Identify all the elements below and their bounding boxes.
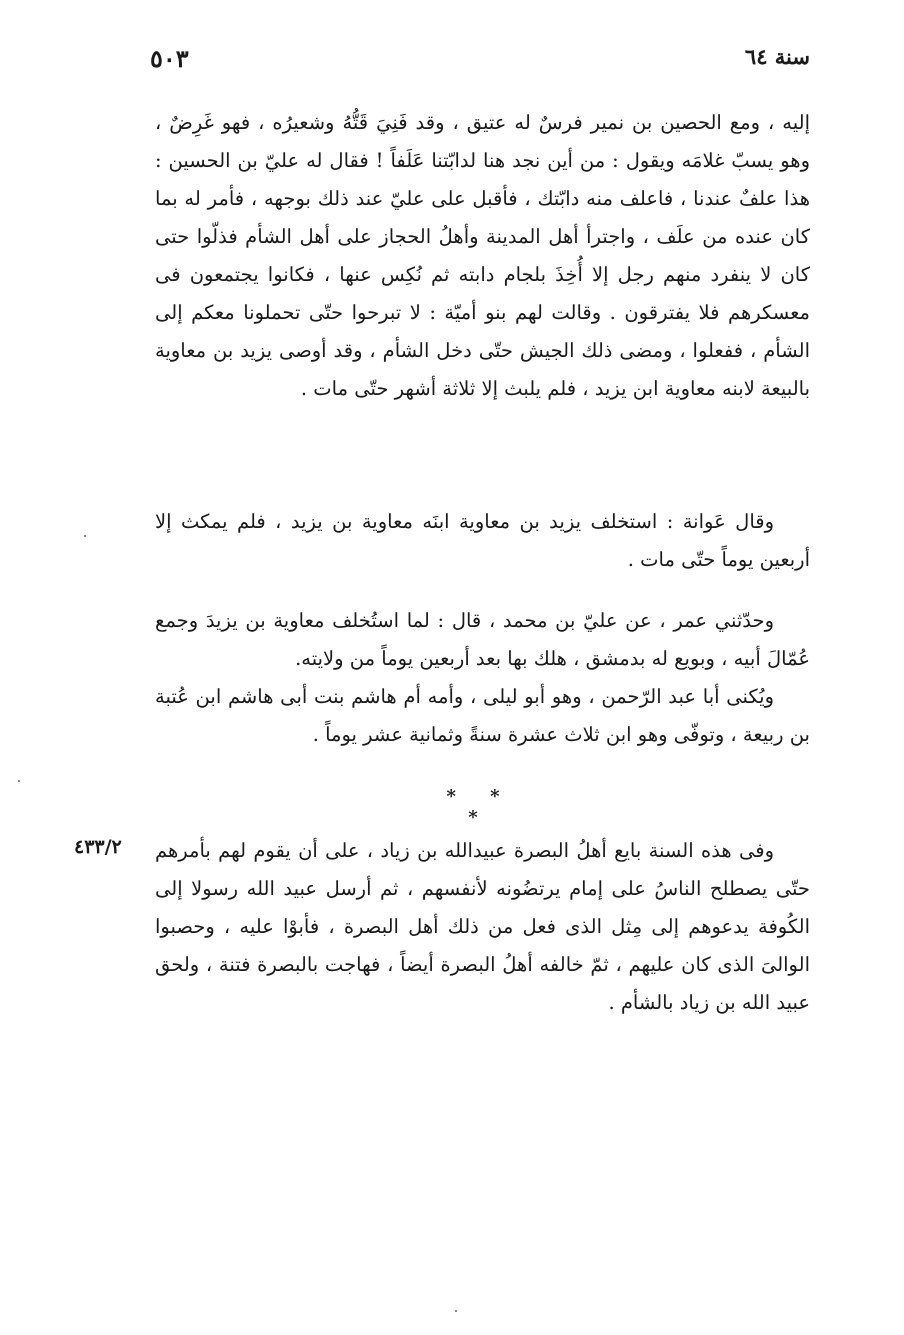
running-head-year: سنة ٦٤ — [744, 44, 810, 69]
paragraph-1 — [155, 104, 810, 408]
scan-speck — [18, 780, 20, 782]
paragraph-3 — [155, 602, 810, 754]
page-number: ٥٠٣ — [150, 44, 189, 73]
paragraph-text: وفى هذه السنة بايع أهلُ البصرة عبيدالله بن زياد ، على أن يقوم لهم بأمرهم حتّى يصطلح الناسُ على إمام يرتضُونه لأنفسهم ، ثم أرسل عبيد الله رسولا إلى الكُوفة يدعوهم إلى مِثل الذى فعل من ذلك أهل البصرة ، فأبوْا عليه ، وحصبوا الوالىَ الذى كان عليهم ، ثمّ خالفه أهلُ البصرة أيضاً ، فهاجت بالبصرة فتنة ، ولحق عبيد الله بن زياد بالشأم . — [155, 839, 810, 1014]
paragraph-2 — [155, 503, 810, 579]
paragraph-4 — [155, 832, 810, 1022]
section-separator: * * * — [446, 786, 514, 828]
paragraph-text: وحدّثني عمر ، عن عليّ بن محمد ، قال : لما استُخلف معاوية بن يزيدَ وجمع عُمّالَ أبيه ، وبويع له بدمشق ، هلك بها بعد أربعين يوماً من ولايته. — [155, 609, 810, 670]
margin-reference: ٤٣٣/٢ — [74, 836, 122, 858]
scan-speck — [455, 1310, 457, 1312]
scan-speck — [84, 535, 86, 537]
paragraph-text: إليه ، ومع الحصين بن نمير فرسٌ له عتيق ، وقد فَنِيَ قَتُّهُ وشعيرُه ، فهو غَرِضٌ ، وهو يسبّ غلامَه ويقول : من أين نجد هنا لدابّتنا عَلَفاً ! فقال له عليّ بن الحسين : هذا علفٌ عندنا ، فاعلف منه دابّتك ، فأقبل على عليّ عند ذلك بوجهه ، فأمر له بما كان عنده من علَف ، واجترأ أهل المدينة وأهلُ الحجاز على أهل الشأم فذلّوا حتى كان لا ينفرد منهم رجل إلا أُخِذَ بلجام دابته ثم نُكِس عنها ، فكانوا يجتمعون فى معسكرهم فلا يفترقون . وقالت لهم بنو أميّة : لا تبرحوا حتّى تحملونا معكم إلى الشأم ، ففعلوا ، ومضى ذلك الجيش حتّى دخل الشأم ، وقد أوصى يزيد بن معاوية بالبيعة لابنه معاوية ابن يزيد ، فلم يلبث إلا ثلاثة أشهر حتّى مات . — [155, 111, 810, 400]
paragraph-text: ويُكنى أبا عبد الرّحمن ، وهو أبو ليلى ، وأمه أم هاشم بنت أبى هاشم ابن عُتبة بن ربيعة ، وتوفّى وهو ابن ثلاث عشرة سنةً وثمانية عشر يوماً . — [155, 685, 810, 746]
page-header — [150, 38, 810, 78]
paragraph-text: وقال عَوانة : استخلف يزيد بن معاوية ابنَه معاوية بن يزيد ، فلم يمكث إلا أربعين يوماً حتّى مات . — [155, 510, 810, 571]
